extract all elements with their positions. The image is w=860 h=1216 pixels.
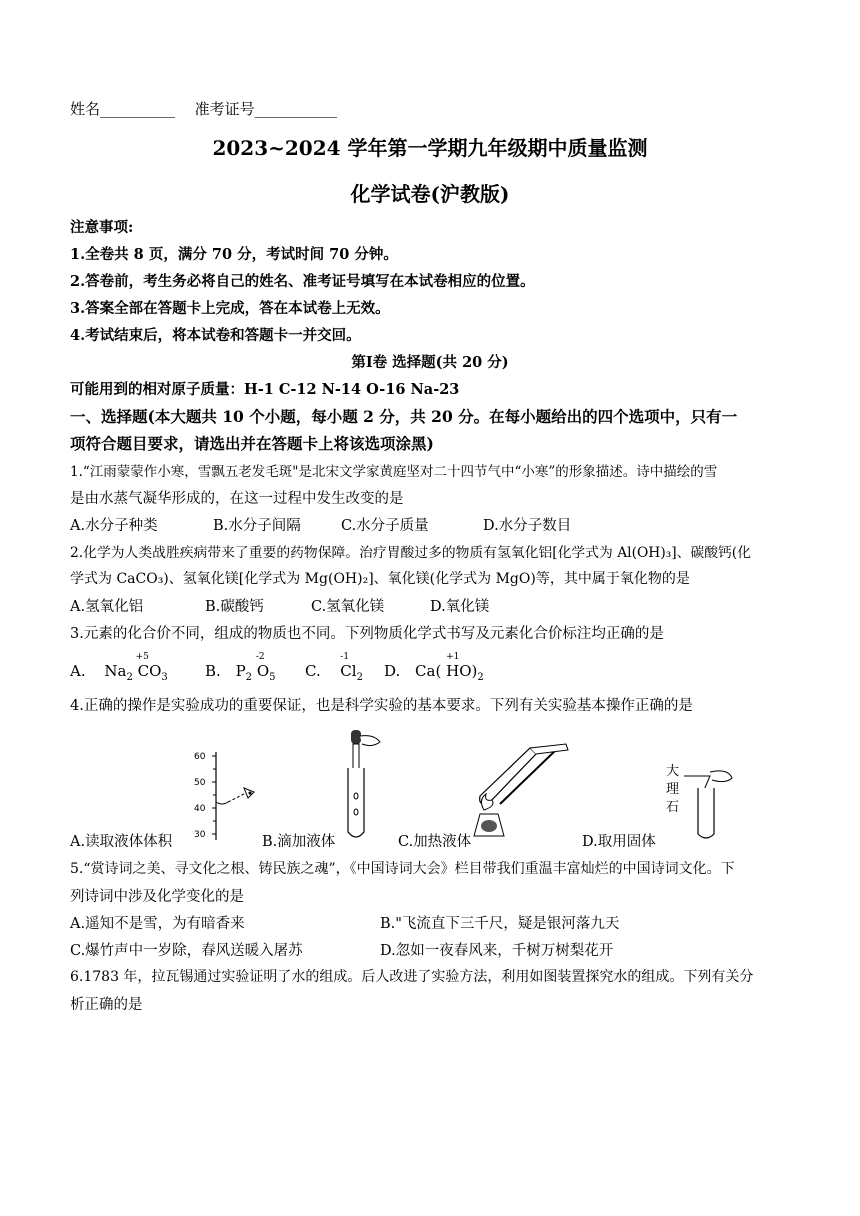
q4-option-c: C.加热液体	[398, 834, 472, 850]
q3-option-c: C. Cl -1 $_2$	[305, 652, 363, 683]
solid-taking-figure	[664, 762, 744, 844]
q3-option-a-letter: A.	[70, 662, 86, 680]
q1-option-a: A.水分子种类	[70, 518, 158, 534]
q3-option-d: D. Ca( H +1 $O)_2$	[384, 652, 484, 683]
q2-option-b: B.碳酸钙	[205, 599, 264, 615]
q2-option-a: A.氢氧化铝	[70, 599, 144, 615]
q5-option-d: D.忽如一夜春风来，千树万树梨花开	[380, 943, 614, 959]
question-2-text: 学式为 CaCO₃)、氢氧化镁[化学式为 Mg(OH)₂]、氧化镁(化学式为 MgO)等，其中属于氧化物的是	[70, 571, 690, 587]
heating-liquid-figure	[470, 740, 580, 840]
name-field	[70, 98, 337, 119]
note-item: 1.全卷共 8 页，满分 70 分，考试时间 70 分钟。	[70, 246, 398, 263]
exam-subtitle: 化学试卷(沪教版)	[350, 182, 510, 206]
question-1-text: 是由水蒸气凝华形成的，在这一过程中发生改变的是	[70, 491, 404, 507]
q1-option-d: D.水分子数目	[483, 518, 572, 534]
q3-option-a: A. $Na_2$ C +5 $O_3$	[70, 652, 168, 683]
exam-id-label: 准考证号___________	[194, 100, 338, 118]
question-6-text: 析正确的是	[70, 997, 143, 1013]
question-1-text: 1.“江雨蒙蒙作小寒，雪飘五老发毛斑"是北宋文学家黄庭坚对二十四节气中“小寒”的形象描述。诗中描绘的雪	[70, 464, 718, 480]
q4-option-d: D.取用固体	[582, 834, 656, 850]
q3-valence-d: +1	[446, 652, 460, 662]
solid-label-char: 理	[666, 782, 680, 797]
question-4-text: 4.正确的操作是实验成功的重要保证，也是科学实验的基本要求。下列有关实验基本操作正确的是	[70, 698, 693, 714]
note-item: 4.考试结束后，将本试卷和答题卡一并交回。	[70, 327, 361, 344]
section-instruction: 项符合题目要求，请选出并在答题卡上将该选项涂黑)	[70, 434, 434, 453]
name-label: 姓名__________	[70, 100, 176, 118]
atomic-masses: 可能用到的相对原子质量：H-1 C-12 N-14 O-16 Na-23	[70, 381, 460, 398]
q3-option-b-letter: B.	[205, 662, 221, 680]
section-title: 第Ⅰ卷 选择题(共 20 分)	[351, 354, 509, 371]
q3-valence-a: +5	[135, 652, 149, 662]
cylinder-tick-label: 60	[194, 752, 206, 762]
note-item: 3.答案全部在答题卡上完成，答在本试卷上无效。	[70, 300, 390, 317]
dropper-figure	[340, 728, 390, 842]
exam-title: 2023~2024 学年第一学期九年级期中质量监测	[212, 136, 648, 160]
q3-valence-c: -1	[340, 652, 350, 662]
notes-heading: 注意事项:	[70, 219, 134, 236]
q2-option-c: C.氢氧化镁	[311, 599, 385, 615]
question-2-text: 2.化学为人类战胜疾病带来了重要的药物保障。治疗胃酸过多的物质有氢氧化铝[化学式为 Al(OH)₃]、碳酸钙(化	[70, 545, 751, 561]
cylinder-tick-label: 50	[194, 778, 206, 788]
q5-option-a: A.遥知不是雪，为有暗香来	[70, 916, 245, 932]
cylinder-tick-label: 40	[194, 804, 206, 814]
solid-label-char: 石	[666, 800, 680, 815]
q3-option-c-letter: C.	[305, 662, 321, 680]
question-3-text: 3.元素的化合价不同，组成的物质也不同。下列物质化学式书写及元素化合价标注均正确的是	[70, 626, 664, 642]
graduated-cylinder-figure	[192, 748, 262, 842]
section-instruction: 一、选择题(本大题共 10 个小题，每小题 2 分，共 20 分。在每小题给出的四个选项中，只有一	[70, 407, 738, 426]
q5-option-c: C.爆竹声中一岁除，春风送暖入屠苏	[70, 943, 303, 959]
q4-option-b: B.滴加液体	[262, 834, 336, 850]
question-6-text: 6.1783 年，拉瓦锡通过实验证明了水的组成。后人改进了实验方法，利用如图装置探究水的组成。下列有关分	[70, 969, 754, 985]
note-item: 2.答卷前，考生务必将自己的姓名、准考证号填写在本试卷相应的位置。	[70, 273, 535, 290]
q3-valence-b: -2	[255, 652, 265, 662]
q5-option-b: B."飞流直下三千尺，疑是银河落九天	[380, 916, 620, 932]
q1-option-c: C.水分子质量	[341, 518, 429, 534]
question-5-text: 列诗词中涉及化学变化的是	[70, 889, 244, 905]
q1-option-b: B.水分子间隔	[213, 518, 301, 534]
question-5-text: 5.“赏诗词之美、寻文化之根、铸民族之魂”，《中国诗词大会》栏目带我们重温丰富灿烂的中国诗词文化。下	[70, 861, 735, 877]
cylinder-tick-label: 30	[194, 830, 206, 840]
q4-option-a: A.读取液体体积	[70, 834, 173, 850]
q3-option-b: B. $P_2$ O -2 $_5$	[205, 652, 276, 683]
q2-option-d: D.氧化镁	[430, 599, 490, 615]
solid-label-char: 大	[666, 764, 680, 779]
q3-option-d-letter: D.	[384, 662, 401, 680]
